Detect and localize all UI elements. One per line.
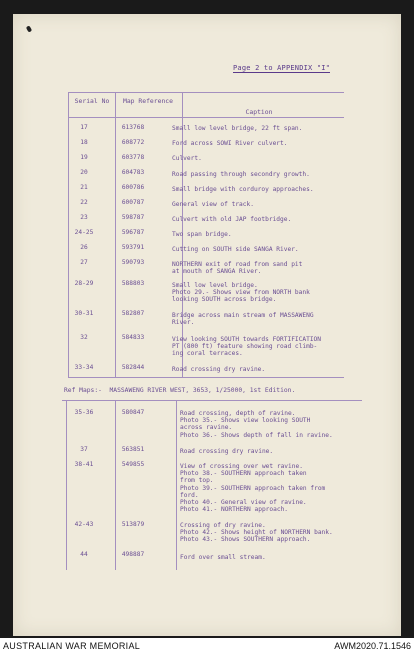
- row-27-caption: NORTHERN exit of road from sand pit at mouth of SANGA River.: [172, 261, 303, 276]
- section-rule-2: [62, 400, 362, 401]
- row-24-25-caption: Two span bridge.: [172, 231, 232, 238]
- row-44-caption: Ford over small stream.: [180, 554, 266, 561]
- reference-maps-note: Ref Maps:- MASSAWENG RIVER WEST, 3653, 1/25000, 1st Edition.: [64, 387, 296, 394]
- row-30-31-map: 582807: [121, 310, 145, 317]
- row-19-serial: 19: [80, 154, 88, 161]
- row-42-43-serial: 42-43: [74, 521, 94, 528]
- row-17-caption: Small low level bridge, 22 ft span.: [172, 125, 303, 132]
- row-38-41-caption: View of crossing over wet ravine. Photo 38.- SOUTHERN approach taken from top. Photo 39.- SOUTHERN approach taken from ford. Photo 40.- General view of ravine. Photo 41.- NORTHERN approach.: [180, 463, 326, 514]
- row-20-map: 604783: [121, 169, 145, 176]
- col-divider-map-2: [176, 400, 177, 570]
- row-23-caption: Culvert with old JAP footbridge.: [172, 216, 292, 223]
- row-17-serial: 17: [80, 124, 88, 131]
- row-35-36-map: 580847: [121, 409, 145, 416]
- row-35-36-serial: 35-36: [74, 409, 94, 416]
- row-20-serial: 20: [80, 169, 88, 176]
- page-header: [233, 64, 330, 72]
- row-26-caption: Cutting on SOUTH side SANGA River.: [172, 246, 299, 253]
- col-divider-serial-2: [115, 400, 116, 570]
- row-30-31-caption: Bridge across main stream of MASSAWENG River.: [172, 312, 314, 327]
- row-22-caption: General view of track.: [172, 201, 254, 208]
- row-33-34-serial: 33-34: [74, 364, 94, 371]
- table-header-rule: [68, 117, 344, 118]
- row-42-43-caption: Crossing of dry ravine. Photo 42.- Shows height of NORTHERN bank. Photo 43.- Shows SOUTHERN approach.: [180, 522, 333, 544]
- page-header-text: Page 2 to APPENDIX "I": [233, 64, 331, 72]
- row-27-map: 590793: [121, 259, 145, 266]
- row-35-36-caption: Road crossing, depth of ravine. Photo 35.- Shows view looking SOUTH across ravine. Photo 36.- Shows depth of fall in ravine.: [180, 410, 333, 439]
- row-32-serial: 32: [80, 334, 88, 341]
- row-22-map: 600787: [121, 199, 145, 206]
- row-32-map: 584833: [121, 334, 145, 341]
- archive-footer: [0, 638, 414, 653]
- row-23-serial: 23: [80, 214, 88, 221]
- row-26-serial: 26: [80, 244, 88, 251]
- row-18-map: 608772: [121, 139, 145, 146]
- row-30-31-serial: 30-31: [74, 310, 94, 317]
- row-38-41-serial: 38-41: [74, 461, 94, 468]
- row-44-map: 498887: [121, 551, 145, 558]
- row-20-caption: Road passing through secondry growth.: [172, 171, 310, 178]
- footer-institution: AUSTRALIAN WAR MEMORIAL: [3, 641, 141, 651]
- section-rule-1: [68, 377, 344, 378]
- row-27-serial: 27: [80, 259, 88, 266]
- table-top-rule: [68, 92, 344, 93]
- col-divider-left-2: [66, 400, 67, 570]
- row-19-caption: Culvert.: [172, 155, 202, 162]
- row-33-34-caption: Road crossing dry ravine.: [172, 366, 266, 373]
- row-23-map: 598787: [121, 214, 145, 221]
- header-map-reference: Map Reference: [122, 97, 174, 105]
- row-21-map: 600786: [121, 184, 145, 191]
- row-44-serial: 44: [80, 551, 88, 558]
- row-18-caption: Ford across SOWI River culvert.: [172, 140, 288, 147]
- header-serial: Serial No: [74, 97, 110, 105]
- row-37-serial: 37: [80, 446, 88, 453]
- row-24-25-serial: 24-25: [74, 229, 94, 236]
- row-32-caption: View looking SOUTH towards FORTIFICATION PT (800 ft) feature showing road climb- ing coral terraces.: [172, 336, 322, 358]
- row-26-map: 593791: [121, 244, 145, 251]
- row-21-caption: Small bridge with corduroy approaches.: [172, 186, 314, 193]
- row-28-29-caption: Small low level bridge. Photo 29.- Shows view from NORTH bank looking SOUTH across bridge.: [172, 282, 310, 304]
- row-24-25-map: 596787: [121, 229, 145, 236]
- row-17-map: 613768: [121, 124, 145, 131]
- row-22-serial: 22: [80, 199, 88, 206]
- row-33-34-map: 582844: [121, 364, 145, 371]
- row-28-29-map: 588803: [121, 280, 145, 287]
- row-42-43-map: 513879: [121, 521, 145, 528]
- row-21-serial: 21: [80, 184, 88, 191]
- row-37-map: 563851: [121, 446, 145, 453]
- row-37-caption: Road crossing dry ravine.: [180, 448, 274, 455]
- row-19-map: 603778: [121, 154, 145, 161]
- footer-accession-number: AWM2020.71.1546: [334, 641, 411, 651]
- header-caption: Caption: [245, 108, 273, 116]
- row-18-serial: 18: [80, 139, 88, 146]
- row-28-29-serial: 28-29: [74, 280, 94, 287]
- row-38-41-map: 549855: [121, 461, 145, 468]
